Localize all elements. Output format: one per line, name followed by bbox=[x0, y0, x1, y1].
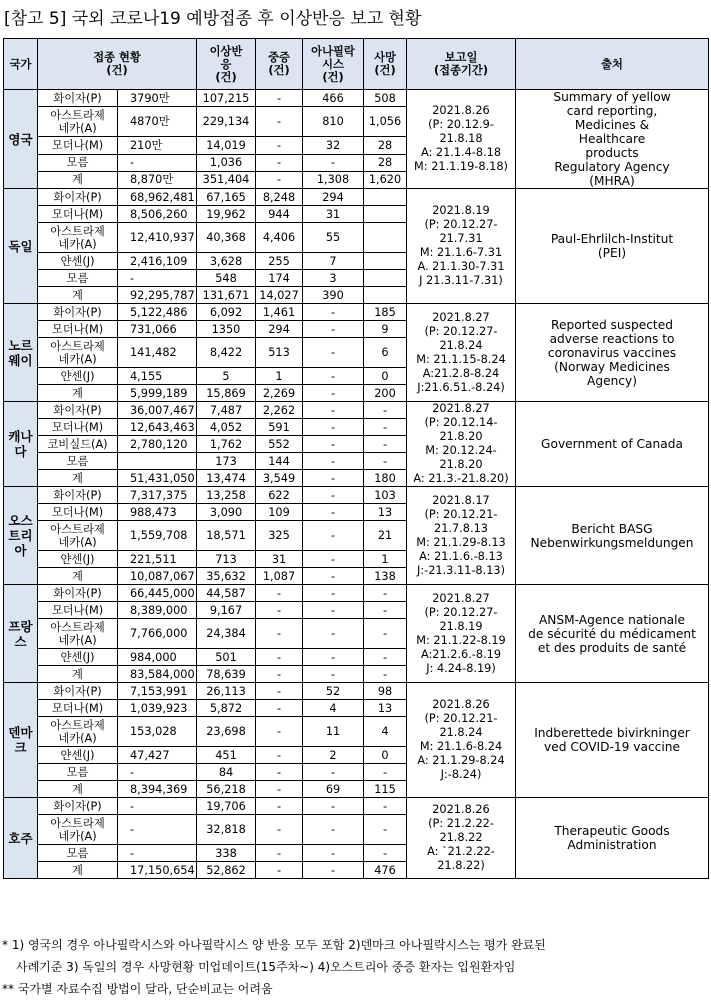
severe-cell: - bbox=[256, 171, 303, 188]
doses-cell: 2,780,120 bbox=[118, 436, 197, 453]
vaccine-cell: 모름 bbox=[38, 845, 118, 862]
doses-cell: 51,431,050 bbox=[118, 470, 197, 487]
severe-cell: 622 bbox=[256, 487, 303, 504]
country-cell: 오스 트리 아 bbox=[4, 487, 38, 585]
doses-cell: 731,066 bbox=[118, 321, 197, 338]
adverse-cell: 5 bbox=[197, 368, 256, 385]
table-row bbox=[4, 402, 709, 419]
adverse-reaction-table bbox=[3, 38, 709, 879]
anaphylaxis-cell: 31 bbox=[303, 206, 364, 223]
report-date-cell: 2021.8.27 (P: 20.12.27- 21.8.19 M: 21.1.22-8.19 A:21.2.6.-8.19 J: 4.24-8.19) bbox=[407, 585, 516, 683]
table-row bbox=[4, 304, 709, 321]
deaths-cell bbox=[364, 189, 407, 206]
deaths-cell: 0 bbox=[364, 747, 407, 764]
deaths-cell: 28 bbox=[364, 154, 407, 171]
severe-cell: - bbox=[256, 107, 303, 137]
adverse-cell: 548 bbox=[197, 270, 256, 287]
adverse-cell: 131,671 bbox=[197, 287, 256, 304]
severe-cell: 255 bbox=[256, 253, 303, 270]
deaths-cell: 200 bbox=[364, 385, 407, 402]
adverse-cell: 173 bbox=[197, 453, 256, 470]
doses-cell bbox=[118, 453, 197, 470]
anaphylaxis-cell: 294 bbox=[303, 189, 364, 206]
table-row bbox=[4, 90, 709, 107]
anaphylaxis-cell: - bbox=[303, 798, 364, 815]
doses-cell: 47,427 bbox=[118, 747, 197, 764]
doses-cell: - bbox=[118, 845, 197, 862]
deaths-cell: 115 bbox=[364, 781, 407, 798]
vaccine-cell: 화이자(P) bbox=[38, 304, 118, 321]
anaphylaxis-cell: - bbox=[303, 402, 364, 419]
doses-cell: 3790만 bbox=[118, 90, 197, 107]
header-row bbox=[4, 39, 709, 90]
adverse-cell: 13,474 bbox=[197, 470, 256, 487]
anaphylaxis-cell: - bbox=[303, 815, 364, 845]
vaccine-cell: 얀센(J) bbox=[38, 747, 118, 764]
anaphylaxis-cell: - bbox=[303, 419, 364, 436]
severe-cell: 1,087 bbox=[256, 568, 303, 585]
header-anaphylaxis: 아나필락 시스 (건) bbox=[303, 39, 364, 90]
report-date-cell: 2021.8.26 (P: 20.12.21- 21.8.24 M: 21.1.6-8.24 A: 21.1.29-8.24 J:-8.24) bbox=[407, 683, 516, 798]
severe-cell: 174 bbox=[256, 270, 303, 287]
deaths-cell: 21 bbox=[364, 521, 407, 551]
anaphylaxis-cell: - bbox=[303, 619, 364, 649]
anaphylaxis-cell: - bbox=[303, 666, 364, 683]
doses-cell: 984,000 bbox=[118, 649, 197, 666]
deaths-cell: - bbox=[364, 453, 407, 470]
anaphylaxis-cell: 52 bbox=[303, 683, 364, 700]
doses-cell: - bbox=[118, 270, 197, 287]
vaccine-cell: 모더나(M) bbox=[38, 206, 118, 223]
header-report-date: 보고일 (접종기간) bbox=[407, 39, 516, 90]
adverse-cell: 18,571 bbox=[197, 521, 256, 551]
deaths-cell bbox=[364, 270, 407, 287]
doses-cell: 153,028 bbox=[118, 717, 197, 747]
header-source: 출처 bbox=[516, 39, 709, 90]
anaphylaxis-cell: - bbox=[303, 154, 364, 171]
anaphylaxis-cell: - bbox=[303, 504, 364, 521]
severe-cell: - bbox=[256, 683, 303, 700]
adverse-cell: 19,962 bbox=[197, 206, 256, 223]
deaths-cell: - bbox=[364, 402, 407, 419]
severe-cell: - bbox=[256, 764, 303, 781]
adverse-cell: 1,036 bbox=[197, 154, 256, 171]
footnotes bbox=[2, 934, 546, 1000]
doses-cell: 12,410,937 bbox=[118, 223, 197, 253]
country-cell: 프랑 스 bbox=[4, 585, 38, 683]
severe-cell: 4,406 bbox=[256, 223, 303, 253]
deaths-cell: 180 bbox=[364, 470, 407, 487]
vaccine-cell: 아스트라제 네카(A) bbox=[38, 717, 118, 747]
deaths-cell: 103 bbox=[364, 487, 407, 504]
deaths-cell: 0 bbox=[364, 368, 407, 385]
adverse-cell: 6,092 bbox=[197, 304, 256, 321]
doses-cell: 66,445,000 bbox=[118, 585, 197, 602]
adverse-cell: 351,404 bbox=[197, 171, 256, 188]
deaths-cell: - bbox=[364, 666, 407, 683]
vaccine-cell: 화이자(P) bbox=[38, 585, 118, 602]
severe-cell: 8,248 bbox=[256, 189, 303, 206]
source-cell: ANSM-Agence nationale de sécurité du médicament et des produits de santé bbox=[516, 585, 709, 683]
vaccine-cell: 얀센(J) bbox=[38, 551, 118, 568]
severe-cell: 3,549 bbox=[256, 470, 303, 487]
document-title: [참고 5] 국외 코로나19 예방접종 후 이상반응 보고 현황 bbox=[4, 9, 422, 29]
deaths-cell: - bbox=[364, 619, 407, 649]
header-country: 국가 bbox=[4, 39, 38, 90]
country-cell: 독일 bbox=[4, 189, 38, 304]
severe-cell: - bbox=[256, 154, 303, 171]
doses-cell: 4870만 bbox=[118, 107, 197, 137]
vaccine-cell: 모더나(M) bbox=[38, 137, 118, 154]
report-date-cell: 2021.8.27 (P: 20.12.14- 21.8.20 M: 20.12.24- 21.8.20 A: 21.3.-21.8.20) bbox=[407, 402, 516, 487]
adverse-cell: 713 bbox=[197, 551, 256, 568]
deaths-cell: 6 bbox=[364, 338, 407, 368]
anaphylaxis-cell: - bbox=[303, 385, 364, 402]
anaphylaxis-cell: - bbox=[303, 453, 364, 470]
adverse-cell: 15,869 bbox=[197, 385, 256, 402]
vaccine-cell: 화이자(P) bbox=[38, 798, 118, 815]
vaccine-cell: 얀센(J) bbox=[38, 368, 118, 385]
severe-cell: - bbox=[256, 137, 303, 154]
severe-cell: - bbox=[256, 845, 303, 862]
anaphylaxis-cell: 466 bbox=[303, 90, 364, 107]
deaths-cell bbox=[364, 287, 407, 304]
doses-cell: 92,295,787 bbox=[118, 287, 197, 304]
vaccine-cell: 계 bbox=[38, 862, 118, 879]
adverse-cell: 501 bbox=[197, 649, 256, 666]
severe-cell: - bbox=[256, 798, 303, 815]
anaphylaxis-cell: 32 bbox=[303, 137, 364, 154]
deaths-cell: 13 bbox=[364, 504, 407, 521]
doses-cell: 8,870만 bbox=[118, 171, 197, 188]
adverse-cell: 1,762 bbox=[197, 436, 256, 453]
table-row bbox=[4, 683, 709, 700]
anaphylaxis-cell: - bbox=[303, 470, 364, 487]
adverse-cell: 107,215 bbox=[197, 90, 256, 107]
vaccine-cell: 화이자(P) bbox=[38, 683, 118, 700]
table-body bbox=[4, 90, 709, 879]
adverse-cell: 3,090 bbox=[197, 504, 256, 521]
anaphylaxis-cell: 7 bbox=[303, 253, 364, 270]
anaphylaxis-cell: - bbox=[303, 845, 364, 862]
header-deaths: 사망 (건) bbox=[364, 39, 407, 90]
anaphylaxis-cell: 1,308 bbox=[303, 171, 364, 188]
deaths-cell: - bbox=[364, 764, 407, 781]
vaccine-cell: 모더나(M) bbox=[38, 321, 118, 338]
anaphylaxis-cell: - bbox=[303, 304, 364, 321]
vaccine-cell: 얀센(J) bbox=[38, 253, 118, 270]
severe-cell: 944 bbox=[256, 206, 303, 223]
country-cell: 영국 bbox=[4, 90, 38, 189]
vaccine-cell: 모더나(M) bbox=[38, 419, 118, 436]
deaths-cell: - bbox=[364, 419, 407, 436]
anaphylaxis-cell: 390 bbox=[303, 287, 364, 304]
vaccine-cell: 모더나(M) bbox=[38, 700, 118, 717]
adverse-cell: 40,368 bbox=[197, 223, 256, 253]
severe-cell: - bbox=[256, 747, 303, 764]
deaths-cell: - bbox=[364, 798, 407, 815]
report-date-cell: 2021.8.19 (P: 20.12.27- 21.7.31 M: 21.1.6-7.31 A. 21.1.30-7.31 J 21.3.11-7.31) bbox=[407, 189, 516, 304]
deaths-cell: 4 bbox=[364, 717, 407, 747]
doses-cell: 8,394,369 bbox=[118, 781, 197, 798]
doses-cell: 1,039,923 bbox=[118, 700, 197, 717]
severe-cell: 1,461 bbox=[256, 304, 303, 321]
doses-cell: 210만 bbox=[118, 137, 197, 154]
adverse-cell: 35,632 bbox=[197, 568, 256, 585]
anaphylaxis-cell: - bbox=[303, 764, 364, 781]
vaccine-cell: 모름 bbox=[38, 154, 118, 171]
deaths-cell: - bbox=[364, 845, 407, 862]
deaths-cell bbox=[364, 253, 407, 270]
vaccine-cell: 화이자(P) bbox=[38, 487, 118, 504]
severe-cell: - bbox=[256, 815, 303, 845]
source-cell: Government of Canada bbox=[516, 402, 709, 487]
vaccine-cell: 모름 bbox=[38, 453, 118, 470]
deaths-cell: 9 bbox=[364, 321, 407, 338]
severe-cell: 552 bbox=[256, 436, 303, 453]
country-cell: 노르 웨이 bbox=[4, 304, 38, 402]
adverse-cell: 5,872 bbox=[197, 700, 256, 717]
severe-cell: - bbox=[256, 649, 303, 666]
severe-cell: - bbox=[256, 700, 303, 717]
vaccine-cell: 모더나(M) bbox=[38, 504, 118, 521]
vaccine-cell: 화이자(P) bbox=[38, 402, 118, 419]
anaphylaxis-cell: - bbox=[303, 551, 364, 568]
anaphylaxis-cell: - bbox=[303, 487, 364, 504]
anaphylaxis-cell: - bbox=[303, 602, 364, 619]
adverse-cell: 84 bbox=[197, 764, 256, 781]
severe-cell: 144 bbox=[256, 453, 303, 470]
doses-cell: 5,122,486 bbox=[118, 304, 197, 321]
deaths-cell: 185 bbox=[364, 304, 407, 321]
report-date-cell: 2021.8.26 (P: 20.12.9- 21.8.18 A: 21.1.4-8.18 M: 21.1.19-8.18) bbox=[407, 90, 516, 189]
adverse-cell: 3,628 bbox=[197, 253, 256, 270]
anaphylaxis-cell: 55 bbox=[303, 223, 364, 253]
header-severe: 중증 (건) bbox=[256, 39, 303, 90]
anaphylaxis-cell: - bbox=[303, 321, 364, 338]
severe-cell: 513 bbox=[256, 338, 303, 368]
deaths-cell: - bbox=[364, 649, 407, 666]
adverse-cell: 451 bbox=[197, 747, 256, 764]
severe-cell: 591 bbox=[256, 419, 303, 436]
adverse-cell: 56,218 bbox=[197, 781, 256, 798]
anaphylaxis-cell: 3 bbox=[303, 270, 364, 287]
deaths-cell: - bbox=[364, 815, 407, 845]
report-date-cell: 2021.8.27 (P: 20.12.27- 21.8.24 M: 21.1.15-8.24 A:21.2.8-8.24 J:21.6.51.-8.24) bbox=[407, 304, 516, 402]
deaths-cell: - bbox=[364, 436, 407, 453]
severe-cell: 31 bbox=[256, 551, 303, 568]
doses-cell: - bbox=[118, 815, 197, 845]
vaccine-cell: 화이자(P) bbox=[38, 90, 118, 107]
vaccine-cell: 계 bbox=[38, 287, 118, 304]
anaphylaxis-cell: 11 bbox=[303, 717, 364, 747]
doses-cell: 8,506,260 bbox=[118, 206, 197, 223]
table-row bbox=[4, 798, 709, 815]
anaphylaxis-cell: - bbox=[303, 585, 364, 602]
doses-cell: 1,559,708 bbox=[118, 521, 197, 551]
adverse-cell: 8,422 bbox=[197, 338, 256, 368]
anaphylaxis-cell: - bbox=[303, 338, 364, 368]
severe-cell: - bbox=[256, 717, 303, 747]
table-row bbox=[4, 585, 709, 602]
deaths-cell: 1,056 bbox=[364, 107, 407, 137]
doses-cell: 10,087,067 bbox=[118, 568, 197, 585]
adverse-cell: 52,862 bbox=[197, 862, 256, 879]
vaccine-cell: 계 bbox=[38, 568, 118, 585]
adverse-cell: 7,487 bbox=[197, 402, 256, 419]
severe-cell: 109 bbox=[256, 504, 303, 521]
source-cell: Reported suspected adverse reactions to coronavirus vaccines (Norway Medicines Agency) bbox=[516, 304, 709, 402]
doses-cell: - bbox=[118, 154, 197, 171]
deaths-cell: 13 bbox=[364, 700, 407, 717]
anaphylaxis-cell: 2 bbox=[303, 747, 364, 764]
severe-cell: - bbox=[256, 602, 303, 619]
source-cell: Bericht BASG Nebenwirkungsmeldungen bbox=[516, 487, 709, 585]
deaths-cell: - bbox=[364, 585, 407, 602]
vaccine-cell: 계 bbox=[38, 470, 118, 487]
adverse-cell: 26,113 bbox=[197, 683, 256, 700]
vaccine-cell: 아스트라제 네카(A) bbox=[38, 107, 118, 137]
deaths-cell: 138 bbox=[364, 568, 407, 585]
adverse-cell: 9,167 bbox=[197, 602, 256, 619]
report-date-cell: 2021.8.26 (P: 21.2.22- 21.8.22 A: `21.2.22- 21.8.22) bbox=[407, 798, 516, 879]
vaccine-cell: 아스트라제 네카(A) bbox=[38, 521, 118, 551]
doses-cell: 988,473 bbox=[118, 504, 197, 521]
doses-cell: 17,150,654 bbox=[118, 862, 197, 879]
vaccine-cell: 계 bbox=[38, 781, 118, 798]
adverse-cell: 23,698 bbox=[197, 717, 256, 747]
doses-cell: - bbox=[118, 798, 197, 815]
anaphylaxis-cell: - bbox=[303, 568, 364, 585]
severe-cell: - bbox=[256, 862, 303, 879]
table-row bbox=[4, 189, 709, 206]
deaths-cell: 28 bbox=[364, 137, 407, 154]
vaccine-cell: 코비실드(A) bbox=[38, 436, 118, 453]
severe-cell: 325 bbox=[256, 521, 303, 551]
severe-cell: - bbox=[256, 781, 303, 798]
deaths-cell: 1 bbox=[364, 551, 407, 568]
anaphylaxis-cell: 810 bbox=[303, 107, 364, 137]
adverse-cell: 32,818 bbox=[197, 815, 256, 845]
vaccine-cell: 계 bbox=[38, 385, 118, 402]
anaphylaxis-cell: - bbox=[303, 436, 364, 453]
report-date-cell: 2021.8.17 (P: 20.12.21- 21.7.8.13 M: 21.1.29-8.13 A: 21.1.6.-8.13 J:-21.3.11-8.13) bbox=[407, 487, 516, 585]
deaths-cell: 508 bbox=[364, 90, 407, 107]
vaccine-cell: 화이자(P) bbox=[38, 189, 118, 206]
source-cell: Paul-Ehrlilch-Institut (PEI) bbox=[516, 189, 709, 304]
country-cell: 호주 bbox=[4, 798, 38, 879]
doses-cell: 4,155 bbox=[118, 368, 197, 385]
deaths-cell: - bbox=[364, 602, 407, 619]
anaphylaxis-cell: - bbox=[303, 521, 364, 551]
deaths-cell: 1,620 bbox=[364, 171, 407, 188]
doses-cell: 7,153,991 bbox=[118, 683, 197, 700]
doses-cell: 12,643,463 bbox=[118, 419, 197, 436]
vaccine-cell: 모름 bbox=[38, 270, 118, 287]
anaphylaxis-cell: 69 bbox=[303, 781, 364, 798]
vaccine-cell: 아스트라제 네카(A) bbox=[38, 815, 118, 845]
severe-cell: - bbox=[256, 90, 303, 107]
vaccine-cell: 아스트라제 네카(A) bbox=[38, 338, 118, 368]
adverse-cell: 24,384 bbox=[197, 619, 256, 649]
doses-cell: 8,389,000 bbox=[118, 602, 197, 619]
deaths-cell bbox=[364, 206, 407, 223]
doses-cell: 221,511 bbox=[118, 551, 197, 568]
adverse-cell: 67,165 bbox=[197, 189, 256, 206]
country-cell: 덴마 크 bbox=[4, 683, 38, 798]
deaths-cell: 476 bbox=[364, 862, 407, 879]
source-cell: Therapeutic Goods Administration bbox=[516, 798, 709, 879]
doses-cell: - bbox=[118, 764, 197, 781]
adverse-cell: 19,706 bbox=[197, 798, 256, 815]
adverse-cell: 13,258 bbox=[197, 487, 256, 504]
adverse-cell: 229,134 bbox=[197, 107, 256, 137]
deaths-cell bbox=[364, 223, 407, 253]
doses-cell: 2,416,109 bbox=[118, 253, 197, 270]
adverse-cell: 44,587 bbox=[197, 585, 256, 602]
doses-cell: 83,584,000 bbox=[118, 666, 197, 683]
table-row bbox=[4, 487, 709, 504]
footnote-2: ** 국가별 자료수집 방법이 달라, 단순비교는 어려움 bbox=[2, 982, 273, 996]
severe-cell: - bbox=[256, 619, 303, 649]
country-cell: 캐나 다 bbox=[4, 402, 38, 487]
footnote-1-line-1: * 1) 영국의 경우 아나필락시스와 아나필락시스 양 반응 모두 포함 2)덴마크 아나필락시스는 평가 완료된 bbox=[2, 938, 546, 952]
doses-cell: 7,317,375 bbox=[118, 487, 197, 504]
anaphylaxis-cell: - bbox=[303, 862, 364, 879]
vaccine-cell: 얀센(J) bbox=[38, 649, 118, 666]
vaccine-cell: 아스트라제 네카(A) bbox=[38, 223, 118, 253]
severe-cell: 2,269 bbox=[256, 385, 303, 402]
doses-cell: 68,962,481 bbox=[118, 189, 197, 206]
header-doses: 접종 현황 (건) bbox=[38, 39, 197, 90]
adverse-cell: 14,019 bbox=[197, 137, 256, 154]
anaphylaxis-cell: 4 bbox=[303, 700, 364, 717]
source-cell: Indberettede bivirkninger ved COVID-19 vaccine bbox=[516, 683, 709, 798]
vaccine-cell: 계 bbox=[38, 171, 118, 188]
source-cell: Summary of yellow card reporting, Medicines & Healthcare products Regulatory Agency (MHRA) bbox=[516, 90, 709, 189]
doses-cell: 36,007,467 bbox=[118, 402, 197, 419]
vaccine-cell: 아스트라제 네카(A) bbox=[38, 619, 118, 649]
header-adverse: 이상반 응 (건) bbox=[197, 39, 256, 90]
adverse-cell: 78,639 bbox=[197, 666, 256, 683]
adverse-cell: 4,052 bbox=[197, 419, 256, 436]
doses-cell: 141,482 bbox=[118, 338, 197, 368]
footnote-1-line-2: 사례기준 3) 독일의 경우 사망현황 미업데이트(15주차~) 4)오스트리아 중증 환자는 입원환자임 bbox=[16, 960, 516, 974]
anaphylaxis-cell: - bbox=[303, 649, 364, 666]
doses-cell: 7,766,000 bbox=[118, 619, 197, 649]
adverse-cell: 338 bbox=[197, 845, 256, 862]
vaccine-cell: 모더나(M) bbox=[38, 602, 118, 619]
deaths-cell: 98 bbox=[364, 683, 407, 700]
severe-cell: - bbox=[256, 585, 303, 602]
severe-cell: - bbox=[256, 666, 303, 683]
severe-cell: 2,262 bbox=[256, 402, 303, 419]
severe-cell: 294 bbox=[256, 321, 303, 338]
doses-cell: 5,999,189 bbox=[118, 385, 197, 402]
vaccine-cell: 계 bbox=[38, 666, 118, 683]
anaphylaxis-cell: - bbox=[303, 368, 364, 385]
severe-cell: 1 bbox=[256, 368, 303, 385]
vaccine-cell: 모름 bbox=[38, 764, 118, 781]
severe-cell: 14,027 bbox=[256, 287, 303, 304]
adverse-cell: 1350 bbox=[197, 321, 256, 338]
